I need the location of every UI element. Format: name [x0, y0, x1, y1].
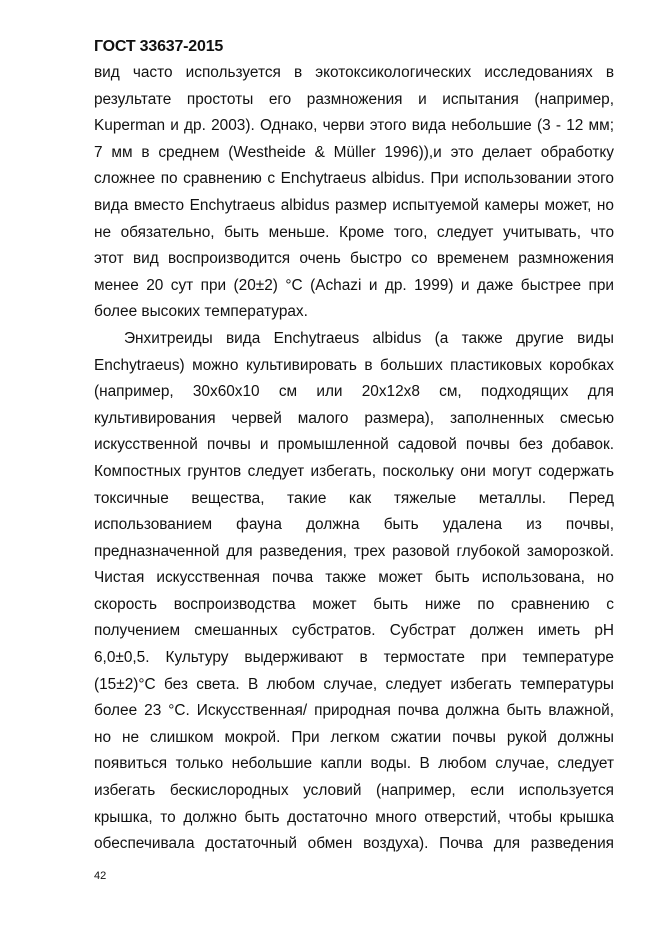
text-line: Компостных грунтов следует избегать, поскольку они могут содержать	[94, 462, 614, 480]
text-line: Энхитреиды вида Enchytraeus albidus (а также другие виды	[124, 329, 614, 347]
text-line: обеспечивала достаточный обмен воздуха). Почва для разведения	[94, 835, 614, 853]
text-line: сложнее по сравнению с Enchytraeus albidus. При использовании этого	[94, 170, 614, 188]
text-line: 7 мм в среднем (Westheide & Müller 1996)),и это делает обработку	[94, 143, 614, 161]
text-line: получением смешанных субстратов. Субстрат должен иметь pH	[94, 622, 614, 640]
text-line: 6,0±0,5. Культуру выдерживают в термостате при температуре	[94, 649, 614, 667]
text-line: Kuperman и др. 2003). Однако, черви этого вида небольшие (3 - 12 мм;	[94, 117, 614, 135]
text-line: скорость воспроизводства может быть ниже по сравнению с	[94, 595, 614, 613]
text-line: менее 20 сут при (20±2) °C (Achazi и др. 1999) и даже быстрее при	[94, 276, 614, 294]
text-line: вида вместо Enchytraeus albidus размер испытуемой камеры может, но	[94, 196, 614, 214]
text-line: но не слишком мокрой. При легком сжатии почвы рукой должны	[94, 728, 614, 746]
page-number: 42	[94, 870, 107, 882]
paragraph	[94, 326, 614, 858]
text-line: этот вид воспроизводится очень быстро со временем размножения	[94, 250, 614, 268]
text-line: вид часто используется в экотоксикологических исследованиях в	[94, 64, 614, 81]
text-line: использованием фауна должна быть удалена из почвы,	[94, 516, 614, 534]
text-line: появиться только небольшие капли воды. В любом случае, следует	[94, 755, 614, 773]
text-line: результате простоты его размножения и испытания (например,	[94, 90, 614, 108]
text-line: токсичные вещества, такие как тяжелые металлы. Перед	[94, 489, 614, 507]
text-line: (например, 30x60x10 см или 20x12x8 см, подходящих для	[94, 383, 614, 401]
text-line: искусственной почвы и промышленной садовой почвы без добавок.	[94, 436, 614, 454]
text-line: (15±2)°C без света. В любом случае, следует избегать температуры	[94, 675, 614, 693]
text-line: Чистая искусственная почва также может быть использована, но	[94, 569, 614, 587]
document-body	[94, 60, 614, 858]
text-line: Enchytraeus) можно культивировать в больших пластиковых коробках	[94, 356, 614, 374]
text-line: предназначенной для разведения, трех разовой глубокой заморозкой.	[94, 542, 614, 560]
text-line: избегать бескислородных условий (например, если используется	[94, 782, 614, 800]
document-header-title: ГОСТ 33637-2015	[94, 38, 224, 55]
paragraph	[94, 60, 614, 326]
text-line: более высоких температурах.	[94, 303, 308, 321]
text-line: более 23 °C. Искусственная/ природная почва должна быть влажной,	[94, 702, 614, 720]
text-line: не обязательно, быть меньше. Кроме того, следует учитывать, что	[94, 223, 614, 241]
text-line: крышка, то должно быть достаточно много отверстий, чтобы крышка	[94, 808, 614, 826]
text-line: культивирования червей малого размера), заполненных смесью	[94, 409, 614, 427]
